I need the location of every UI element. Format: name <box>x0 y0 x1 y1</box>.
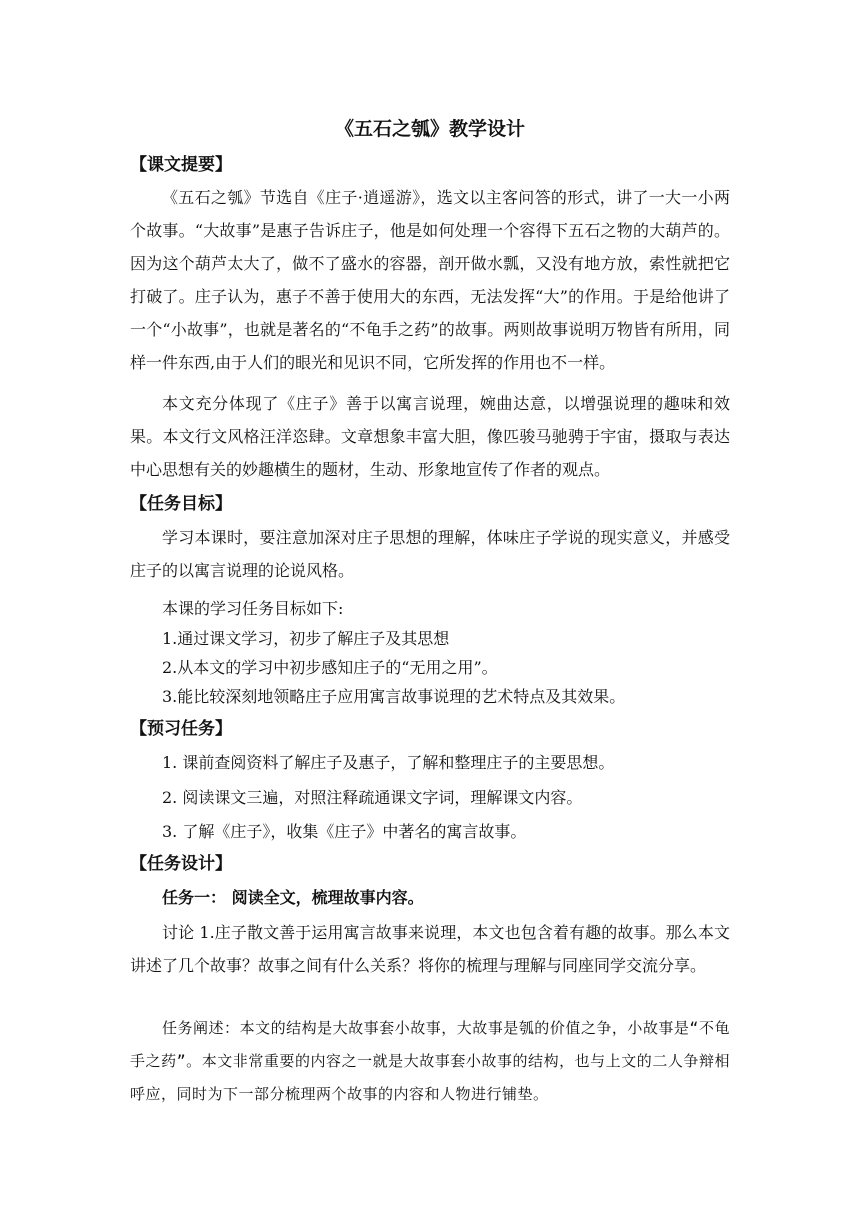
goals-item: 3.能比较深刻地领略庄子应用寓言故事说理的艺术特点及其效果。 <box>162 687 626 706</box>
section-heading-summary: 【课文提要】 <box>130 155 232 175</box>
page-title: 《五石之瓠》教学设计 <box>334 118 525 140</box>
goals-intro: 本课的学习任务目标如下: <box>162 599 344 618</box>
section-heading-goals: 【任务目标】 <box>130 494 232 514</box>
preview-item: 2. 阅读课文三遍，对照注释疏通课文字词，理解课文内容。 <box>162 788 583 807</box>
discussion-paragraph: 讨论 1.庄子散文善于运用寓言故事来说理，本文也包含着有趣的故事。那么本文讲述了几个故事？故事之间有什么关系？将你的梳理与理解与同座同学交流分享。 <box>130 923 730 975</box>
summary-paragraph-1: 《五石之瓠》节选自《庄子·逍遥游》，选文以主客问答的形式，讲了一大一小两个故事。“大故事”是惠子告诉庄子，他是如何处理一个容得下五石之物的大葫芦的。因为这个葫芦太大了，做不了盛水的容器，剖开做水瓢，又没有地方放，索性就把它打破了。庄子认为，惠子不善于使用大的东西，无法发挥“大”的作用。于是给他讲了一个“小故事”，也就是著名的“不龟手之药”的故事。两则故事说明万物皆有所用，同样一件东西,由于人们的眼光和见识不同，它所发挥的作用也不一样。 <box>130 188 730 372</box>
section-heading-preview: 【预习任务】 <box>130 719 232 739</box>
goals-paragraph: 学习本课时，要注意加深对庄子思想的理解，体味庄子学说的现实意义，并感受庄子的以寓言说理的论说风格。 <box>130 528 730 580</box>
preview-item: 3. 了解《庄子》，收集《庄子》中著名的寓言故事。 <box>162 822 527 841</box>
section-heading-design: 【任务设计】 <box>130 854 232 874</box>
explain-paragraph: 任务阐述：本文的结构是大故事套小故事，大故事是瓠的价值之争，小故事是“不龟手之药”。本文非常重要的内容之一就是大故事套小故事的结构，也与上文的二人争辩相呼应，同时为下一部分梳理两个故事的内容和人物进行铺垫。 <box>130 1019 730 1103</box>
preview-item: 1. 课前查阅资料了解庄子及惠子，了解和整理庄子的主要思想。 <box>162 753 615 772</box>
summary-paragraph-2: 本文充分体现了《庄子》善于以寓言说理，婉曲达意，以增强说理的趣味和效果。本文行文风格汪洋恣肆。文章想象丰富大胆，像匹骏马驰骋于宇宙，摄取与表达中心思想有关的妙趣横生的题材，生动、形象地宣传了作者的观点。 <box>130 394 730 479</box>
goals-item: 2.从本文的学习中初步感知庄子的“无用之用”。 <box>162 658 498 677</box>
task-one-heading: 任务一： 阅读全文，梳理故事内容。 <box>162 888 424 907</box>
goals-item: 1.通过课文学习，初步了解庄子及其思想 <box>162 629 450 648</box>
